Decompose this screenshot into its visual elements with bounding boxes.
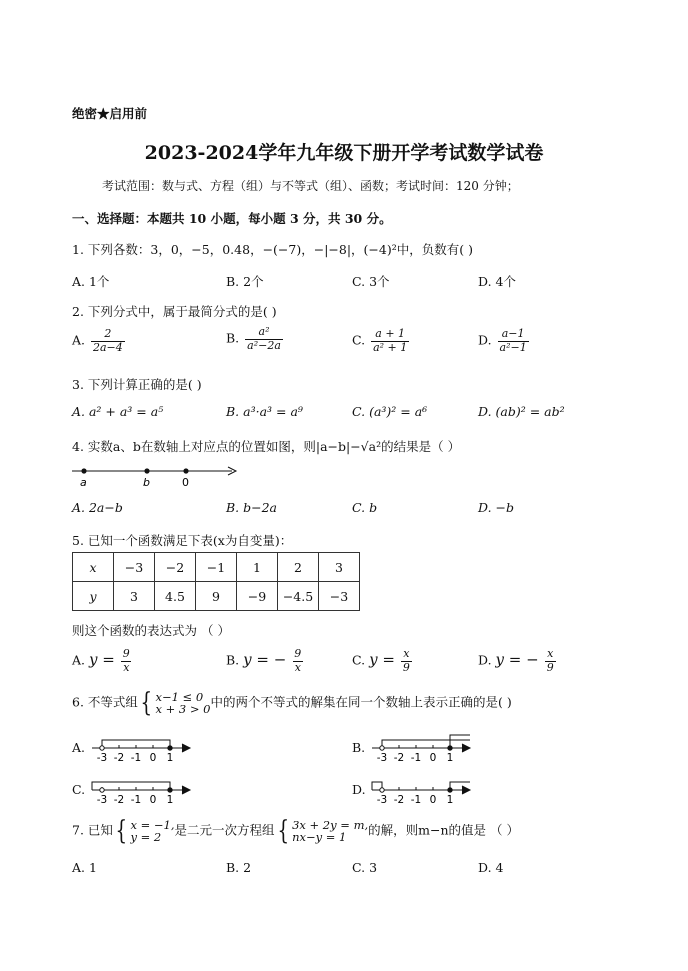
table-cell: −3 [114,553,155,582]
q6-a-tick-label: 1 [166,752,174,764]
q4-label-zero: 0 [182,476,189,489]
q2-d-denominator: a²−1 [499,340,527,354]
q6-option-c-number-line [90,772,195,808]
q6-b-tick-label: -1 [410,752,422,764]
q7-brace-1: { [115,816,127,846]
table-cell: −9 [237,582,278,611]
q2-option-c [352,328,409,354]
q3-option-d: D. (ab)² = ab² [478,404,565,419]
table-cell: 2 [278,553,319,582]
table-cell: −2 [155,553,196,582]
q7-stem-end: 的解，则m−n的值是 （ ） [368,822,519,838]
q6-ineq-2: x + 3 > 0 [155,702,211,716]
q5-option-c-label: C. [352,652,366,668]
q6-a-tick-label: -2 [113,752,125,764]
q2-option-a-label: A. [72,332,86,348]
q5-option-a [72,648,132,674]
q6-b-open-point [380,746,384,750]
q6-b-tick-label: -2 [393,752,405,764]
question-5-prompt: 则这个函数的表达式为 （ ） [72,623,230,638]
q1-option-a: A. 1个 [72,274,110,289]
q6-a-tick-label: -3 [96,752,108,764]
q3-option-b: B. a³·a³ = a⁹ [226,404,303,419]
q2-b-denominator: a²−2a [247,338,281,352]
q2-option-d-fraction [498,328,529,354]
q4-number-line [70,462,245,490]
section-heading: 一、选择题：本题共 10 小题，每小题 3 分，共 30 分。 [72,211,392,226]
q2-b-numerator: a² [258,325,270,338]
q2-c-numerator: a + 1 [375,327,406,340]
q5-b-numerator: 9 [294,647,302,660]
table-cell: y [73,582,114,611]
question-3-stem: 3. 下列计算正确的是( ) [72,377,202,392]
question-1-stem: 1. 下列各数：3，0，−5，0.48，−(−7)，−|−8|，(−4)²中，负数有( ) [72,242,473,257]
q7-brace-2: { [276,816,289,846]
q5-a-numerator: 9 [122,647,130,660]
q7-option-c: C. 3 [352,860,378,875]
table-cell: −4.5 [278,582,319,611]
q6-ineq-1: x−1 ≤ 0 [155,689,204,704]
q4-option-c: C. b [352,500,378,515]
question-4-stem: 4. 实数a、b在数轴上对应点的位置如图，则|a−b|−√a²的结果是（ ） [72,439,461,454]
confidential-label: 绝密★启用前 [72,106,148,121]
q1-option-b: B. 2个 [226,274,264,289]
q2-option-d [478,328,529,354]
q2-option-b-fraction [245,326,283,352]
table-cell: 1 [237,553,278,582]
q6-c-axis-arrow [182,786,190,794]
q6-d-closed-point [448,788,452,792]
q6-option-d-label: D. [352,782,366,797]
q2-a-numerator: 2 [104,327,112,340]
q6-brace: { [140,688,152,718]
q7-solution-system [113,818,175,844]
q6-d-tick-label: -1 [410,794,422,806]
exam-title: 2023-2024学年九年级下册开学考试数学试卷 [144,142,544,164]
q5-d-numerator: x [547,647,554,660]
q1-option-c: C. 3个 [352,274,390,289]
q4-point-b [144,468,149,473]
q1-option-d: D. 4个 [478,274,516,289]
q2-option-b-label: B. [226,330,240,346]
q7-option-d: D. 4 [478,860,504,875]
q4-option-d: D. −b [478,500,514,515]
q6-d-axis-arrow [462,786,470,794]
q3-option-a: A. a² + a³ = a⁵ [72,404,164,419]
table-cell: 9 [196,582,237,611]
question-5-stem: 5. 已知一个函数满足下表(x为自变量)： [72,533,293,548]
q5-d-prefix: y = − [495,650,539,669]
q2-option-c-fraction [371,328,409,354]
q6-b-solution-bar [382,740,470,748]
q2-d-numerator: a−1 [501,327,525,340]
question-6-stem [72,690,512,716]
q6-d-tick-label: 0 [429,794,437,806]
q6-b-tick-label: 0 [429,752,437,764]
table-cell: x [73,553,114,582]
q5-b-denominator: x [294,660,301,674]
q4-option-b: B. b−2a [226,500,278,515]
q5-option-d-fraction [545,648,556,674]
q6-b-closed-point [448,746,452,750]
table-cell: 4.5 [155,582,196,611]
q6-c-tick-label: 1 [166,794,174,806]
q6-option-a-label: A. [72,740,86,755]
q6-option-a-number-line [90,730,195,766]
q5-option-d-label: D. [478,652,492,668]
q7-eq-2: nx−y = 1 [292,830,347,844]
table-cell: 3 [114,582,155,611]
q6-c-open-point [100,788,104,792]
q6-a-tick-label: 0 [149,752,157,764]
q4-option-a: A. 2a−b [72,500,123,515]
q6-d-tick-label: -2 [393,794,405,806]
q6-c-tick-label: -3 [96,794,108,806]
q5-option-c [352,648,412,674]
q6-option-d-number-line [370,772,475,808]
q2-option-c-label: C. [352,332,366,348]
q7-eq-1: 3x + 2y = m, [292,817,369,832]
q6-a-open-point [100,746,104,750]
q6-stem-start: 6. 不等式组 [72,694,138,710]
q5-c-numerator: x [403,647,410,660]
q5-option-a-fraction [121,648,132,674]
q5-value-table [72,552,360,611]
q6-d-tick-label: -3 [376,794,388,806]
q7-stem-middle: 是二元一次方程组 [174,822,275,838]
q4-point-a [81,468,86,473]
q2-option-a [72,328,125,354]
q5-a-denominator: x [123,660,130,674]
q4-label-b: b [143,476,150,489]
q6-b-axis-arrow [462,744,470,752]
q7-option-b: B. 2 [226,860,252,875]
q5-b-prefix: y = − [243,650,287,669]
q6-c-tick-label: 0 [149,794,157,806]
q6-b-tick-label: 1 [446,752,454,764]
q4-label-a: a [80,476,87,489]
q6-c-tick-label: -1 [130,794,142,806]
q5-c-denominator: 9 [402,660,410,674]
q5-option-b [226,648,303,674]
q5-option-b-label: B. [226,652,240,668]
q2-option-a-fraction [91,328,125,354]
q5-a-prefix: y = [89,650,115,669]
exam-scope: 考试范围：数与式、方程（组）与不等式（组）、函数；考试时间：120 分钟； [102,179,519,193]
q7-sol-2: y = 2 [130,830,162,844]
q6-a-axis-arrow [182,744,190,752]
table-row [73,553,360,582]
q5-c-prefix: y = [369,650,395,669]
q2-a-denominator: 2a−4 [93,340,123,354]
q6-c-tick-label: -2 [113,794,125,806]
q6-a-tick-label: -1 [130,752,142,764]
q5-option-c-fraction [401,648,412,674]
q6-a-closed-point [168,746,172,750]
q3-option-c: C. (a³)² = a⁶ [352,404,428,419]
q5-option-b-fraction [292,648,303,674]
q6-d-open-point [380,788,384,792]
q6-d-tick-label: 1 [446,794,454,806]
q6-b-tick-label: -3 [376,752,388,764]
question-7-stem [72,818,519,844]
q2-option-d-label: D. [478,332,492,348]
q7-equation-system [275,818,369,844]
table-cell: −1 [196,553,237,582]
table-row [73,582,360,611]
table-cell: −3 [319,582,360,611]
q6-option-b-label: B. [352,740,366,755]
q7-sol-1: x = −1, [130,817,175,832]
table-cell: 3 [319,553,360,582]
q6-c-closed-point [168,788,172,792]
q4-point-zero [183,468,188,473]
q6-option-b-number-line [370,730,475,766]
q5-option-a-label: A. [72,652,86,668]
question-2-stem: 2. 下列分式中，属于最简分式的是( ) [72,304,277,319]
q2-option-b [226,326,283,352]
q6-inequality-system [138,690,211,716]
q6-option-c-label: C. [72,782,86,797]
q7-stem-start: 7. 已知 [72,822,113,838]
q2-c-denominator: a² + 1 [373,340,408,354]
q5-d-denominator: 9 [546,660,554,674]
q5-option-d [478,648,556,674]
q6-stem-end: 中的两个不等式的解集在同一个数轴上表示正确的是( ) [210,694,512,710]
q7-option-a: A. 1 [72,860,97,875]
